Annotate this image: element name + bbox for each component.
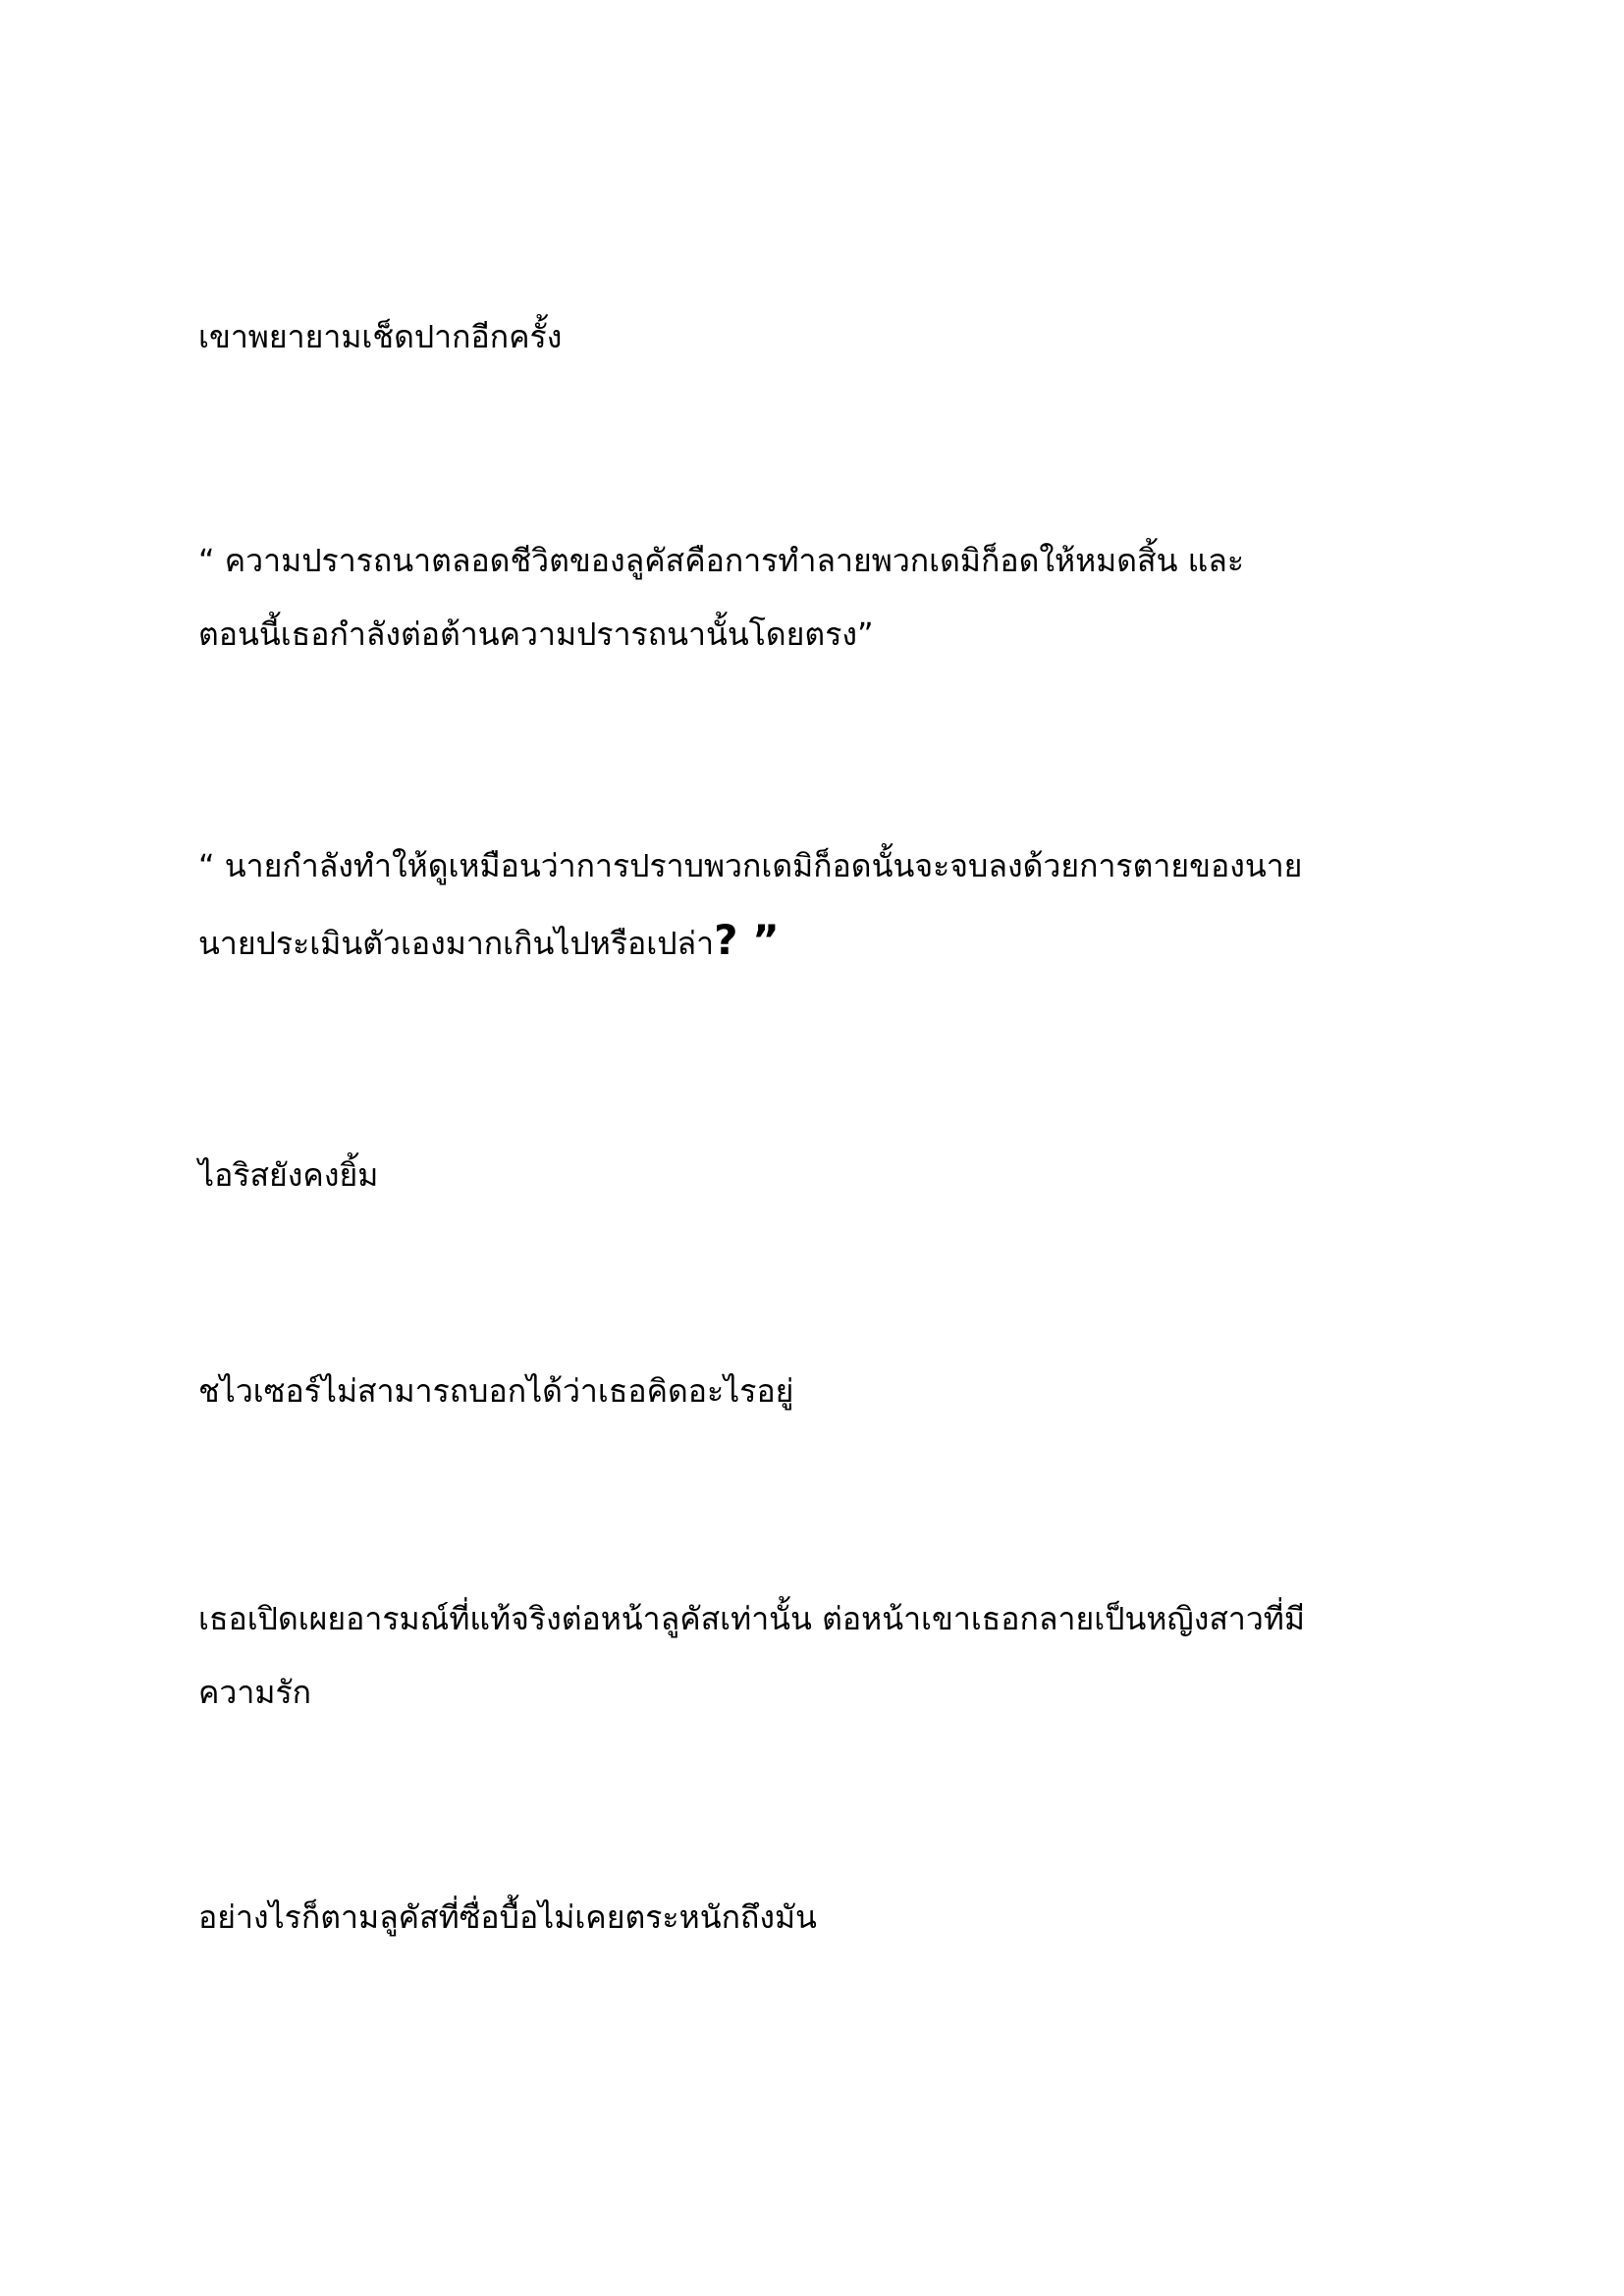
paragraph-1 [198, 300, 1465, 374]
paragraph-4 [198, 1139, 1465, 1212]
paragraph-2 [198, 524, 1465, 671]
paragraph-line: ชไวเซอร์ไม่สามารถบอกได้ว่าเธอคิดอะไรอยู่ [198, 1372, 794, 1410]
paragraph-5 [198, 1355, 1465, 1428]
paragraph-7 [198, 1881, 1465, 1954]
paragraph-3 [198, 829, 1465, 977]
paragraph-line: เขาพยายามเช็ดปากอีกครั้ง [198, 318, 563, 355]
question-mark-quote: ? ” [714, 916, 780, 964]
paragraph-line: ตอนนี้เธอกำลังต่อต้านความปรารถนานั้นโดยตรง” [198, 615, 874, 653]
paragraph-line-text: นายประเมินตัวเองมากเกินไปหรือเปล่า [198, 925, 715, 962]
paragraph-line: “ นายกำลังทำให้ดูเหมือนว่าการปราบพวกเดมิก็อดนั้นจะจบลงด้วยการตายของนาย [198, 847, 1303, 884]
paragraph-line: “ ความปรารถนาตลอดชีวิตของลูคัสคือการทำลายพวกเดมิก็อดให้หมดสิ้น และ [198, 542, 1245, 579]
paragraph-6 [198, 1582, 1465, 1730]
paragraph-line: อย่างไรก็ตามลูคัสที่ซื่อบื้อไม่เคยตระหนักถึงมัน [198, 1898, 817, 1936]
paragraph-line: เธอเปิดเผยอารมณ์ที่แท้จริงต่อหน้าลูคัสเท่านั้น ต่อหน้าเขาเธอกลายเป็นหญิงสาวที่มี [198, 1600, 1305, 1637]
paragraph-line: ความรัก [198, 1674, 311, 1711]
paragraph-line: ไอริสยังคงยิ้ม [198, 1156, 379, 1194]
paragraph-line-with-tail [198, 903, 1465, 977]
